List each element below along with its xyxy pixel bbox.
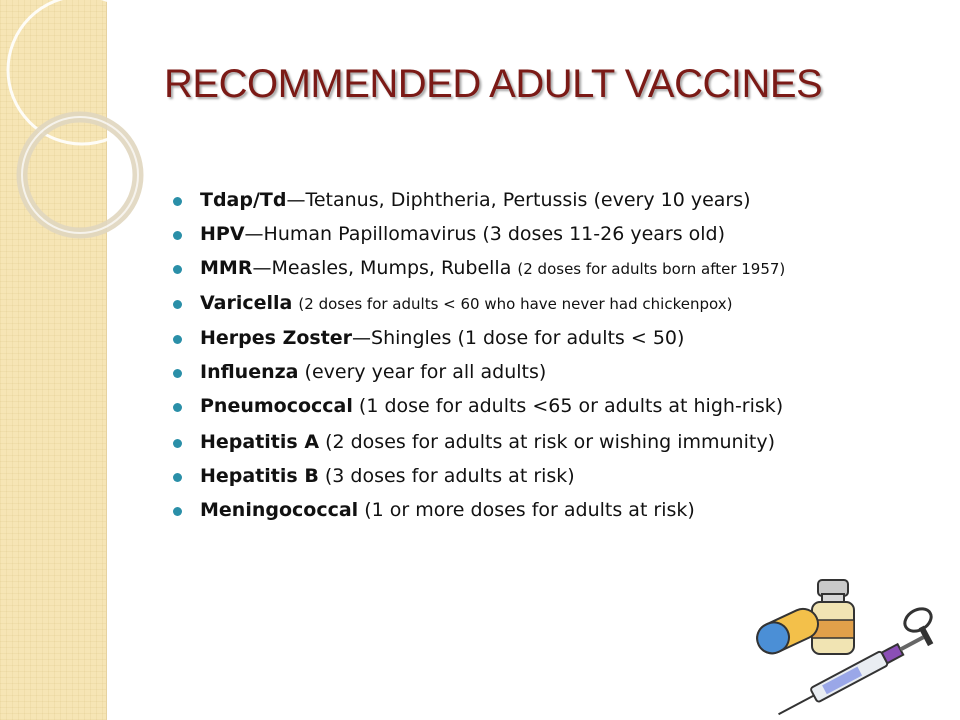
vaccine-name: Hepatitis B bbox=[200, 465, 319, 487]
bullet-icon bbox=[173, 197, 182, 206]
vaccine-note: (2 doses for adults < 60 who have never had chickenpox) bbox=[298, 295, 733, 313]
list-item bbox=[168, 395, 930, 417]
vaccine-name: Tdap/Td bbox=[200, 189, 287, 211]
vaccine-description: (1 dose for adults <65 or adults at high-risk) bbox=[352, 395, 784, 417]
bullet-icon bbox=[173, 439, 182, 448]
bullet-icon bbox=[173, 473, 182, 482]
vaccine-note: (2 doses for adults born after 1957) bbox=[517, 260, 786, 278]
bullet-icon bbox=[173, 403, 182, 412]
vaccine-name: Varicella bbox=[200, 292, 293, 314]
syringe-and-vial-icon bbox=[748, 572, 948, 718]
vaccine-name: Pneumococcal bbox=[200, 395, 353, 417]
vaccine-name: Meningococcal bbox=[200, 499, 359, 521]
vaccine-description: —Shingles (1 dose for adults < 50) bbox=[352, 327, 685, 349]
bullet-icon bbox=[173, 300, 182, 309]
decorative-rings bbox=[0, 0, 190, 260]
list-item bbox=[168, 465, 930, 487]
list-item bbox=[168, 189, 930, 211]
vaccine-description: (3 doses for adults at risk) bbox=[318, 465, 575, 487]
vaccine-description: —Tetanus, Diphtheria, Pertussis (every 10 years) bbox=[286, 189, 751, 211]
bullet-icon bbox=[173, 335, 182, 344]
vaccine-name: Hepatitis A bbox=[200, 431, 320, 453]
vaccine-description: (2 doses for adults at risk or wishing immunity) bbox=[319, 431, 775, 453]
vaccine-description: —Human Papillomavirus (3 doses 11-26 years old) bbox=[244, 223, 726, 245]
list-item bbox=[168, 257, 930, 280]
vaccine-list bbox=[168, 189, 930, 533]
vaccine-name: MMR bbox=[200, 257, 253, 279]
vaccine-description: —Measles, Mumps, Rubella bbox=[252, 257, 518, 279]
list-item bbox=[168, 431, 930, 453]
vaccine-name: HPV bbox=[200, 223, 245, 245]
vial-icon bbox=[812, 580, 854, 654]
vaccine-description: (1 or more doses for adults at risk) bbox=[358, 499, 695, 521]
bullet-icon bbox=[173, 507, 182, 516]
list-item bbox=[168, 292, 930, 315]
vaccine-description: (every year for all adults) bbox=[298, 361, 547, 383]
list-item bbox=[168, 361, 930, 383]
bullet-icon bbox=[173, 265, 182, 274]
slide-title: RECOMMENDED ADULT VACCINES bbox=[164, 62, 823, 106]
list-item bbox=[168, 223, 930, 245]
list-item bbox=[168, 327, 930, 349]
vaccine-name: Influenza bbox=[200, 361, 299, 383]
bullet-icon bbox=[173, 369, 182, 378]
list-item bbox=[168, 499, 930, 521]
bullet-icon bbox=[173, 231, 182, 240]
vaccine-name: Herpes Zoster bbox=[200, 327, 353, 349]
